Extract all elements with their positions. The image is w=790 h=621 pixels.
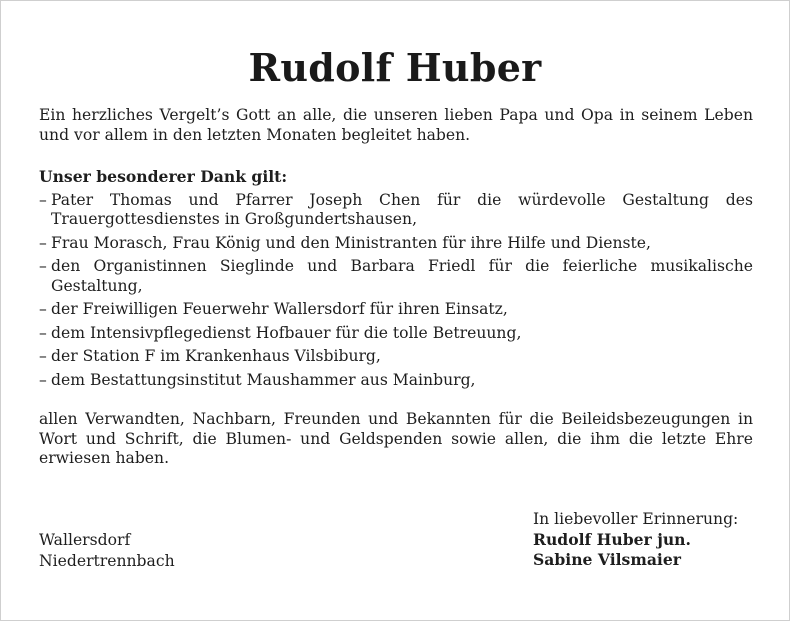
closing-paragraph: allen Verwandten, Nachbarn, Freunden und Bekannten für die Beileidsbezeugungen in Wort und Schrift, die Blumen- und Geldspenden sowie allen, die ihm die letzte Ehre erwiesen haben.: [39, 410, 753, 467]
thanks-item-text: der Station F im Krankenhaus Vilsbiburg,: [51, 347, 381, 365]
dash-bullet: –: [39, 300, 47, 318]
thanks-item-text: dem Bestattungsinstitut Maushammer aus Mainburg,: [51, 370, 476, 389]
thanks-item: [39, 191, 753, 230]
dash-bullet: –: [39, 370, 47, 389]
thanks-item: [39, 234, 753, 254]
location-line: Niedertrennbach: [39, 551, 175, 570]
signatory-name: Sabine Vilsmaier: [533, 550, 681, 569]
signatory-name: Rudolf Huber jun.: [533, 529, 691, 549]
locations-block: [39, 530, 175, 571]
dash-bullet: –: [39, 347, 47, 365]
dash-bullet: –: [39, 257, 47, 275]
signoff-line: In liebevoller Erinnerung:: [533, 510, 739, 528]
dash-bullet: –: [39, 190, 47, 209]
thanks-item: [39, 257, 753, 296]
thanks-item: [39, 347, 753, 367]
thanks-item-text: Pater Thomas und Pfarrer Joseph Chen für die würdevolle Gestaltung des Trauergottesdienstes in Großgundertshausen,: [51, 190, 753, 228]
thanks-item-text: den Organistinnen Sieglinde und Barbara Friedl für die feierliche musikalische Gestaltung,: [51, 257, 753, 295]
dash-bullet: –: [39, 233, 47, 252]
notice-body: [39, 106, 753, 469]
thanks-item-text: der Freiwilligen Feuerwehr Wallersdorf für ihren Einsatz,: [51, 300, 508, 318]
thanks-list: [39, 191, 753, 391]
notice-title: Rudolf Huber: [248, 45, 542, 90]
location-line: Wallersdorf: [39, 531, 131, 549]
thanks-heading: Unser besonderer Dank gilt:: [39, 167, 288, 186]
thanks-item: [39, 371, 753, 391]
thanks-item-text: dem Intensivpflegedienst Hofbauer für die tolle Betreuung,: [51, 323, 522, 342]
thanks-item-text: Frau Morasch, Frau König und den Ministranten für ihre Hilfe und Dienste,: [51, 233, 651, 252]
intro-paragraph: Ein herzliches Vergelt’s Gott an alle, die unseren lieben Papa und Opa in seinem Leben und vor allem in den letzten Monaten begleitet haben.: [39, 106, 753, 144]
dash-bullet: –: [39, 323, 47, 342]
signature-block: [533, 509, 738, 571]
thanks-item: [39, 324, 753, 344]
thanks-item: [39, 300, 753, 320]
